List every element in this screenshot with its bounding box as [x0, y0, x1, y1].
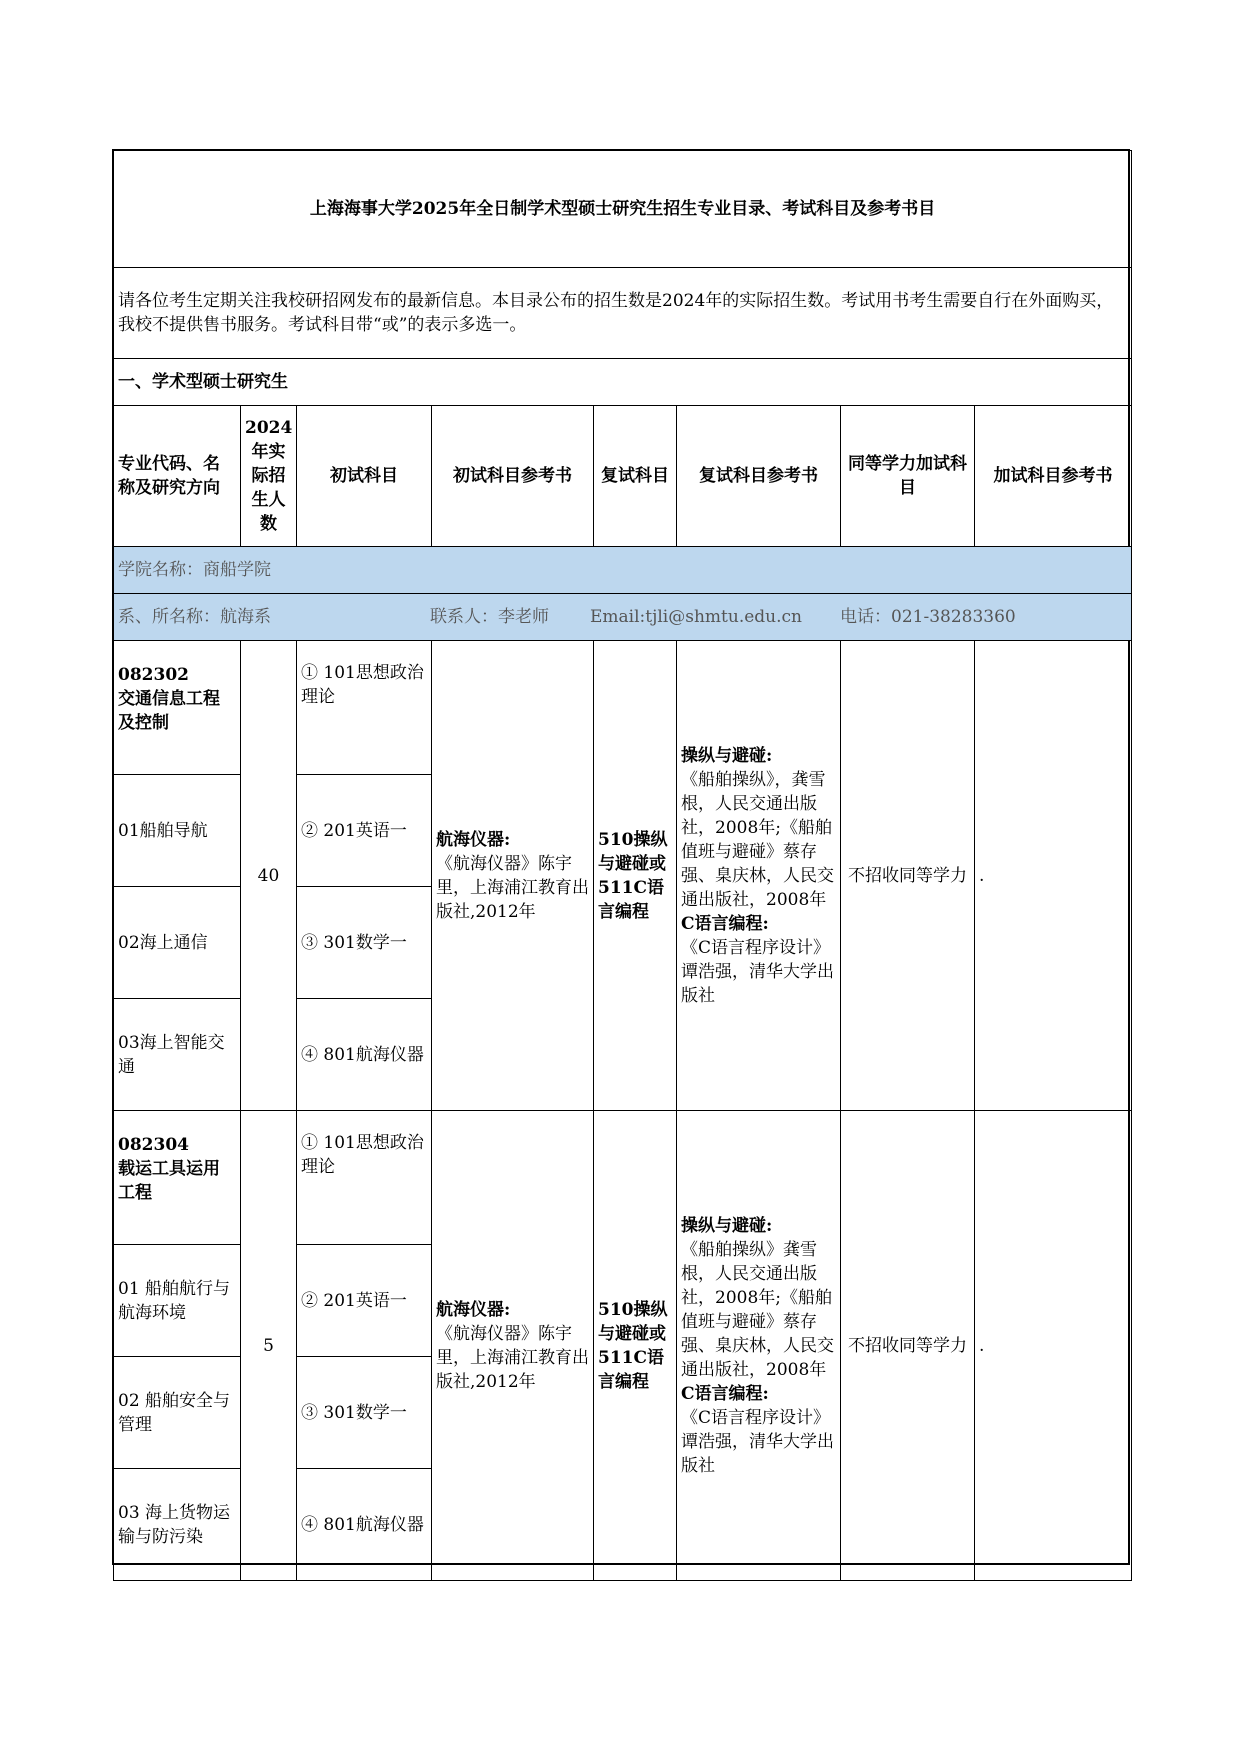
prelim-subject: ① 101思想政治理论: [297, 1111, 432, 1245]
header-program: 专业代码、名称及研究方向: [114, 406, 241, 547]
prelim-book-text: 《航海仪器》陈宇里，上海浦江教育出版社,2012年: [436, 1323, 589, 1392]
prelim-book: [432, 1111, 594, 1581]
retest-book-text: 《C语言程序设计》谭浩强，清华大学出版社: [681, 1407, 834, 1476]
admissions-table: [113, 150, 1132, 1581]
prelim-book-title: 航海仪器:: [436, 1299, 511, 1320]
retest-book-heading: C语言编程:: [681, 1383, 769, 1404]
header-retest-subjects: 复试科目: [594, 406, 677, 547]
prelim-subject: ② 201英语一: [297, 775, 432, 887]
prelim-book: [432, 641, 594, 1111]
program-code: 082302: [118, 665, 189, 685]
retest-book-text: 《船舶操纵》龚雪根，人民交通出版社，2008年;《船舶值班与避碰》蔡存强、臬庆林，人民交通出版社，2008年: [681, 1239, 834, 1380]
program-name: 载运工具运用工程: [118, 1159, 220, 1203]
extra-book: .: [975, 641, 1132, 1111]
extra-book: .: [975, 1111, 1132, 1581]
prelim-book-text: 《航海仪器》陈宇里，上海浦江教育出版社,2012年: [436, 853, 589, 922]
direction: 01 船舶航行与航海环境: [114, 1245, 241, 1357]
contact-phone: 电话：021-38283360: [840, 607, 1016, 627]
department-info: [114, 594, 1132, 641]
retest-subject: 510操纵与避碰或 511C语言编程: [594, 641, 677, 1111]
direction: 02 船舶安全与管理: [114, 1357, 241, 1469]
header-prelim-books: 初试科目参考书: [432, 406, 594, 547]
equiv-subject: 不招收同等学力: [841, 641, 975, 1111]
document-title: 上海海事大学2025年全日制学术型硕士研究生招生专业目录、考试科目及参考书目: [114, 151, 1132, 268]
header-row: [114, 406, 1132, 547]
header-equiv-subjects: 同等学力加试科目: [841, 406, 975, 547]
contact-person: 联系人：李老师: [430, 607, 549, 627]
program-name: 交通信息工程及控制: [118, 689, 220, 733]
prelim-subject: ③ 301数学一: [297, 887, 432, 999]
college-name: 学院名称：商船学院: [114, 547, 1132, 594]
prelim-subject: ④ 801航海仪器: [297, 1469, 432, 1581]
retest-book-heading: C语言编程:: [681, 913, 769, 934]
prelim-subject: ③ 301数学一: [297, 1357, 432, 1469]
prelim-book-title: 航海仪器:: [436, 829, 511, 850]
program-row: [114, 1111, 1132, 1245]
retest-book: [677, 1111, 841, 1581]
program-code-name: [114, 1111, 241, 1245]
enrollment-count: 40: [241, 641, 297, 1111]
retest-book-heading: 操纵与避碰:: [681, 745, 773, 766]
contact-email: Email:tjli@shmtu.edu.cn: [590, 607, 802, 627]
program-row: [114, 641, 1132, 775]
direction: 03海上智能交通: [114, 999, 241, 1111]
program-code-name: [114, 641, 241, 775]
program-code: 082304: [118, 1135, 189, 1155]
prelim-subject: ④ 801航海仪器: [297, 999, 432, 1111]
department-name: 系、所名称：航海系: [118, 607, 271, 627]
direction: 03 海上货物运输与防污染: [114, 1469, 241, 1581]
prelim-subject: ② 201英语一: [297, 1245, 432, 1357]
notice-text: 请各位考生定期关注我校研招网发布的最新信息。本目录公布的招生数是2024年的实际招生数。考试用书考生需要自行在外面购买，我校不提供售书服务。考试科目带“或”的表示多选一。: [114, 268, 1132, 359]
header-enrollment: 2024年实际招生人数: [241, 406, 297, 547]
enrollment-count: 5: [241, 1111, 297, 1581]
retest-book-heading: 操纵与避碰:: [681, 1215, 773, 1236]
direction: 01船舶导航: [114, 775, 241, 887]
retest-book: [677, 641, 841, 1111]
header-extra-books: 加试科目参考书: [975, 406, 1132, 547]
header-prelim-subjects: 初试科目: [297, 406, 432, 547]
retest-subject: 510操纵与避碰或 511C语言编程: [594, 1111, 677, 1581]
prelim-subject: ① 101思想政治理论: [297, 641, 432, 775]
header-retest-books: 复试科目参考书: [677, 406, 841, 547]
direction: 02海上通信: [114, 887, 241, 999]
retest-book-text: 《C语言程序设计》谭浩强，清华大学出版社: [681, 937, 834, 1006]
retest-book-text: 《船舶操纵》，龚雪根，人民交通出版社，2008年;《船舶值班与避碰》蔡存强、臬庆林，人民交通出版社，2008年: [681, 769, 834, 910]
section-title: 一、学术型硕士研究生: [114, 359, 1132, 406]
equiv-subject: 不招收同等学力: [841, 1111, 975, 1581]
